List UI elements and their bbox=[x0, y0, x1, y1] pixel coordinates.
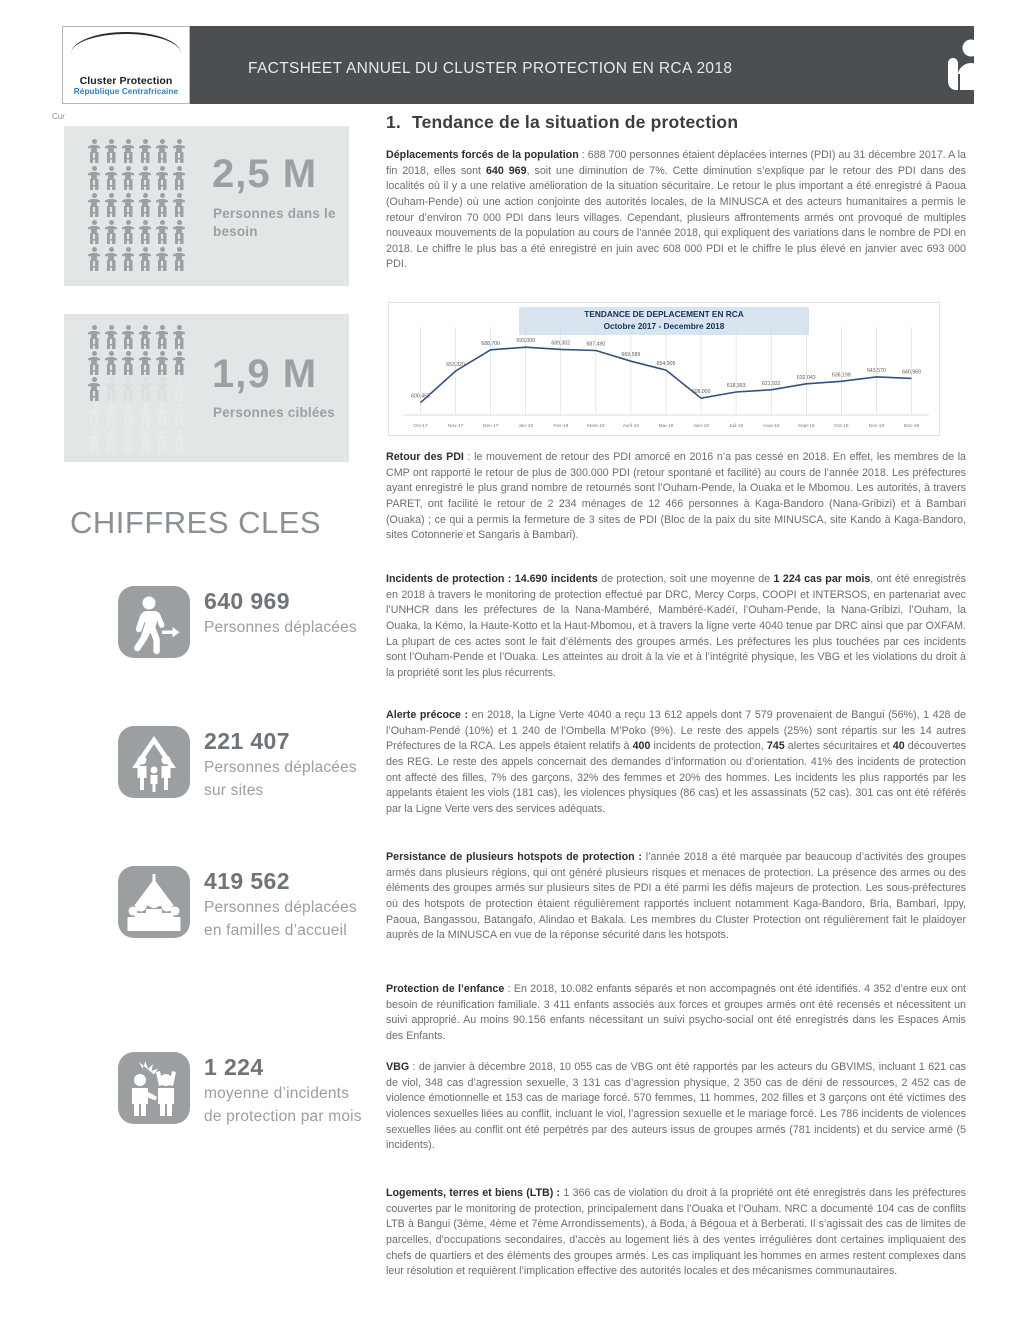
paragraph-hotspots bbox=[386, 850, 966, 944]
paragraph-lead: Protection de l’enfance bbox=[386, 983, 505, 995]
paragraph-bold-3: 40 bbox=[892, 740, 905, 753]
walking-person-arrow-icon bbox=[118, 586, 190, 658]
people-targeted-label: Personnes ciblées bbox=[213, 405, 335, 420]
svg-text:Mars-18: Mars-18 bbox=[587, 424, 605, 429]
svg-text:Sept-18: Sept-18 bbox=[797, 424, 815, 429]
chart-plot bbox=[389, 303, 941, 437]
paragraph-incidents bbox=[386, 572, 966, 681]
stat-value: 640 969 bbox=[204, 588, 290, 614]
paragraph-ltb bbox=[386, 1186, 966, 1280]
svg-text:Mai-18: Mai-18 bbox=[658, 424, 674, 429]
paragraph-body-4: découvertes des REG. Le reste des appels concernait des demandes d’information ou d’orientation. 41% des incidents de protection ont affecté des filles, 7% des garçons, 32% des femmes et 20% des hommes. Les incidents les plus rapportés par les appelants étaient les viols (181 cas), les violences physiques (86 cas) et les assassinats (52 cas). 301 cas ont été référés par la Ligne Verte vers des services adéquats. bbox=[386, 740, 966, 815]
host-family-house-icon bbox=[118, 866, 190, 938]
paragraph-body-2: , ont été enregistrés en 2018 à travers le monitoring de protection effectué par DRC, Mercy Corps, COOPI et INTERSOS, en partenariat avec l’UNHCR dans les préfectures de la Nana-Mambéré, Mambéré-Kadéï, l’Ouham-Pende, la Nana-Gribizi, l’Ouham, la Ouaka, la Kémo, la Haute-Kotto et la Haut-Mbomou, et à travers la ligne verte 4040 tenue par DRC ainsi que par OXFAM. La plupart de ces actes sont le fait d’éléments des groupes armés. Les préfectures les plus touchées par ces incidents sont l’Ouham-Pende et l’Ouaka. Les atteintes au droit à la vie et à l’intégrité physique, les VBG et les violations du droit à la propriété sont les plus récurrents. bbox=[386, 573, 966, 679]
svg-text:Nov-17: Nov-17 bbox=[447, 424, 464, 429]
corner-mark: Cur bbox=[52, 112, 65, 121]
svg-text:687,490: 687,490 bbox=[586, 341, 606, 348]
stat-label: Personnes déplacées sur sites bbox=[204, 759, 357, 800]
paragraph-lead: Déplacements forcés de la population bbox=[386, 149, 579, 161]
chart-title-line1: TENDANCE DE DEPLACEMENT EN RCA bbox=[584, 309, 744, 319]
svg-text:643,570: 643,570 bbox=[867, 367, 886, 374]
svg-text:654,905: 654,905 bbox=[656, 361, 676, 368]
logo-name: Cluster Protection bbox=[79, 75, 173, 87]
section-heading bbox=[386, 112, 738, 133]
violence-incident-icon bbox=[118, 1052, 190, 1124]
paragraph-body-2: incidents de protection, bbox=[650, 740, 767, 753]
section-number: 1. bbox=[386, 112, 401, 132]
svg-text:688,700: 688,700 bbox=[481, 340, 501, 347]
stat-value: 1 224 bbox=[204, 1054, 264, 1080]
svg-text:Fev-18: Fev-18 bbox=[553, 424, 569, 429]
svg-text:Jan-18: Jan-18 bbox=[518, 424, 534, 429]
people-targeted-pictogram bbox=[86, 324, 187, 454]
paragraph-body: l’année 2018 a été marquée par beaucoup d’activités des groupes armés dans plusieurs régions, qui ont généré plusieurs risques et menaces de protection. La présence des armes ou des éléments des groupes armés sur plusieurs sites de PDI a été parmi les défis majeurs de protection. Les sous-préfectures où des hotspots de protection étaient régulièrement rapportés incluent notamment Kaga-Bandoro, Bria, Bambari, Ippy, Paoua, Bangassou, Batangafo, Alindao et Bakala. Les membres du Cluster Protection ont régulièrement fait le plaidoyer auprès de la MINUSCA en vue de la réponse sécurité dans les hotspots. bbox=[386, 851, 966, 942]
displacement-trend-chart bbox=[388, 302, 940, 436]
svg-text:Aout-18: Aout-18 bbox=[762, 424, 780, 429]
paragraph-body: : de janvier à décembre 2018, 10 055 cas de VBG ont été rapportés par les acteurs du GBVIMS, incluant 1 621 cas de viol, 348 cas d’agression sexuelle, 3 131 cas d’agression physique, 2 350 cas de déni de ressources, 2 452 cas de violence émotionnelle et 153 cas de mariage forcé. 570 femmes, 11 hommes, 202 filles et 3 garçons ont été victimes des violences sexuelles liées au conflit, incluant le viol, l’agression sexuelle et le mariage forcé. Les 786 incidents de violences sexuelles liées au conflit ont été perpétrés par des auteurs issus de groupes armés (781 incidents) et du service armé (5 incidents). bbox=[386, 1061, 966, 1152]
stat-label: Personnes déplacées en familles d’accueil bbox=[204, 899, 357, 940]
paragraph-bold-2: 745 bbox=[766, 740, 785, 753]
svg-text:689,302: 689,302 bbox=[551, 340, 571, 347]
svg-text:Oct-17: Oct-17 bbox=[413, 424, 428, 429]
protection-hands-icon bbox=[940, 34, 1002, 96]
paragraph-lead: Logements, terres et biens (LTB) : bbox=[386, 1187, 561, 1199]
svg-text:669,589: 669,589 bbox=[621, 352, 641, 359]
stat-value: 419 562 bbox=[204, 868, 290, 894]
people-in-need-label: Personnes dans le besoin bbox=[213, 206, 336, 240]
svg-text:Juin-18: Juin-18 bbox=[693, 424, 709, 429]
paragraph-vbg bbox=[386, 1060, 966, 1154]
logo-figures-icon bbox=[83, 43, 171, 75]
paragraph-retour-pdi bbox=[386, 450, 966, 544]
paragraph-body-1: de protection, soit une moyenne de bbox=[597, 573, 774, 585]
paragraph-protection-enfance bbox=[386, 982, 966, 1045]
svg-text:636,199: 636,199 bbox=[831, 372, 851, 379]
paragraph-alerte-precoce bbox=[386, 708, 966, 817]
stat-label: moyenne d’incidents de protection par mois bbox=[204, 1085, 362, 1126]
paragraph-body-1: en 2018, la Ligne Verte 4040 a reçu 13 612 appels dont 7 579 provenaient de Bangui (56%), 1 428 de l’Ouham-Pendé (10%) et 1 240 de l’Ombella M’Poko (9%). Le reste des appels (25%) sont répartis sur les 14 autres Préfectures de la RCA. Les appels étaient relatifs à bbox=[386, 709, 966, 753]
paragraph-body: : le mouvement de retour des PDI amorcé en 2016 n’a pas cessé en 2018. En effet, les membres de la CMP ont rapporté le retour de plus de 300.000 PDI (retour spontané et facilité) au cours de l’année 2018. Les préfectures ayant enregistré le plus grand nombre de retournés sont l’Ouham-Pende, la Ouaka et le Mbomou. Les autorités, à travers PARET, ont facilité le retour de 2 234 ménages de 12 466 personnes à Kaga-Bandoro (Nana-Gribizi) et à Bambari (Ouaka) ; ce qui a permis la fermeture de 3 sites de PDI (Bloc de la paix du site MINUSCA, site Kando à Kaga-Bandoro, sites Cotonnerie et Sangaris à Bambari). bbox=[386, 451, 967, 542]
svg-text:653,320: 653,320 bbox=[446, 362, 465, 368]
svg-text:Nov-18: Nov-18 bbox=[868, 424, 885, 429]
stat-value: 221 407 bbox=[204, 728, 290, 754]
paragraph-bold-2: 1 224 cas par mois bbox=[773, 573, 871, 585]
paragraph-lead: Retour des PDI bbox=[386, 451, 464, 463]
paragraph-lead: Persistance de plusieurs hotspots de protection : bbox=[386, 851, 642, 863]
paragraph-bold-1: 14.690 incidents bbox=[511, 573, 598, 585]
stat-label: Personnes déplacées bbox=[204, 619, 357, 636]
people-in-need-pictogram bbox=[86, 138, 187, 273]
svg-text:618,393: 618,393 bbox=[726, 383, 746, 389]
chart-subtitle: Octobre 2017 - Decembre 2018 bbox=[603, 320, 725, 331]
svg-text:632,043: 632,043 bbox=[796, 374, 816, 381]
paragraph-body: 1 366 cas de violation du droit à la propriété ont été enregistrés dans les préfectures couvertes par le monitoring de protection, principalement dans l’Ouaka et l’Ouham. NRC a documenté 104 cas de conflits LTB à Bangui (3ème, 4ème et 7ème Arrondissements), à Boda, à Bégoua et à Berberati. Il s’agissait des cas de limites de parcelles, d’occupations secondaires, d’accès au logement liés à des ventes irrégulières dont certaines impliquaient des chefs de quartiers et des éléments des groupes armés. Les cas impliquant les hommes en armes restent complexes dans leur résolution et requièrent l’implication effective des autorités locales et des mécanismes communautaires. bbox=[386, 1187, 966, 1278]
svg-text:608,000: 608,000 bbox=[691, 389, 711, 396]
people-in-need-value: 2,5 M bbox=[212, 152, 318, 196]
paragraph-body-3: alertes sécuritaires et bbox=[784, 740, 893, 753]
svg-text:Oct-18: Oct-18 bbox=[834, 424, 849, 429]
paragraph-lead: Incidents de protection : bbox=[386, 573, 512, 585]
svg-text:600,453: 600,453 bbox=[411, 393, 430, 400]
tent-family-icon bbox=[118, 726, 190, 798]
people-targeted-value: 1,9 M bbox=[212, 352, 318, 396]
paragraph-bold-1: 400 bbox=[632, 740, 651, 753]
section-title-text: Tendance de la situation de protection bbox=[412, 112, 739, 132]
paragraph-lead: Alerte précoce : bbox=[386, 709, 469, 721]
paragraph-body-2: , soit une diminution de 7%. Cette diminution s’explique par le retour des PDI dans des localités où il y a une relative amélioration de la situation sécuritaire. Le retour le plus important a été enregistré à Paoua (Ouham-Pende) où une action conjointe des autorités locales, de la MINUSCA et des acteurs humanitaires a permis le retour d’environ 70 000 PDI dans leurs villages. Cependant, plusieurs affrontements armés ont provoqué de multiples nouveaux mouvements de la population au cours de l’année 2018, qui expliquent des variations dans le nombre de PDI en 2018. Le chiffre le plus bas a été enregistré en juin avec 608 000 PDI et le chiffre le plus élevé en janvier avec 693 000 PDI. bbox=[386, 164, 967, 271]
svg-text:640,969: 640,969 bbox=[902, 369, 921, 376]
paragraph-bold-value: 640 969 bbox=[485, 164, 527, 177]
paragraph-deplacements bbox=[386, 148, 966, 273]
page-title: FACTSHEET ANNUEL DU CLUSTER PROTECTION EN RCA 2018 bbox=[248, 60, 733, 77]
paragraph-body: : 688 700 personnes étaient déplacées internes (PDI) au 31 décembre 2017. A la fin 2018, elles sont bbox=[386, 149, 966, 177]
cluster-protection-logo bbox=[62, 26, 190, 104]
svg-text:621,932: 621,932 bbox=[761, 380, 781, 387]
logo-subtitle: République Centrafricaine bbox=[73, 87, 179, 96]
paragraph-lead: VBG bbox=[386, 1061, 410, 1073]
svg-text:693,000: 693,000 bbox=[516, 338, 536, 345]
paragraph-body: : En 2018, 10.082 enfants séparés et non accompagnés ont été identifiés. 4 352 d’entre eux ont besoin de réunification familiale. 3 411 enfants associés aux forces et groupes armés ont été recensés et nécessitent un suivi approprié. Au moins 90.156 enfants nécessitant un suivi psycho-social ont été enregistrés dans les Espaces Amis des Enfants. bbox=[386, 983, 966, 1042]
svg-text:Dec-17: Dec-17 bbox=[482, 424, 499, 429]
svg-text:Dec-18: Dec-18 bbox=[903, 424, 920, 429]
svg-text:Juil-18: Juil-18 bbox=[729, 424, 744, 429]
key-figures-heading: CHIFFRES CLES bbox=[70, 505, 322, 540]
svg-text:Avril-18: Avril-18 bbox=[622, 424, 639, 429]
